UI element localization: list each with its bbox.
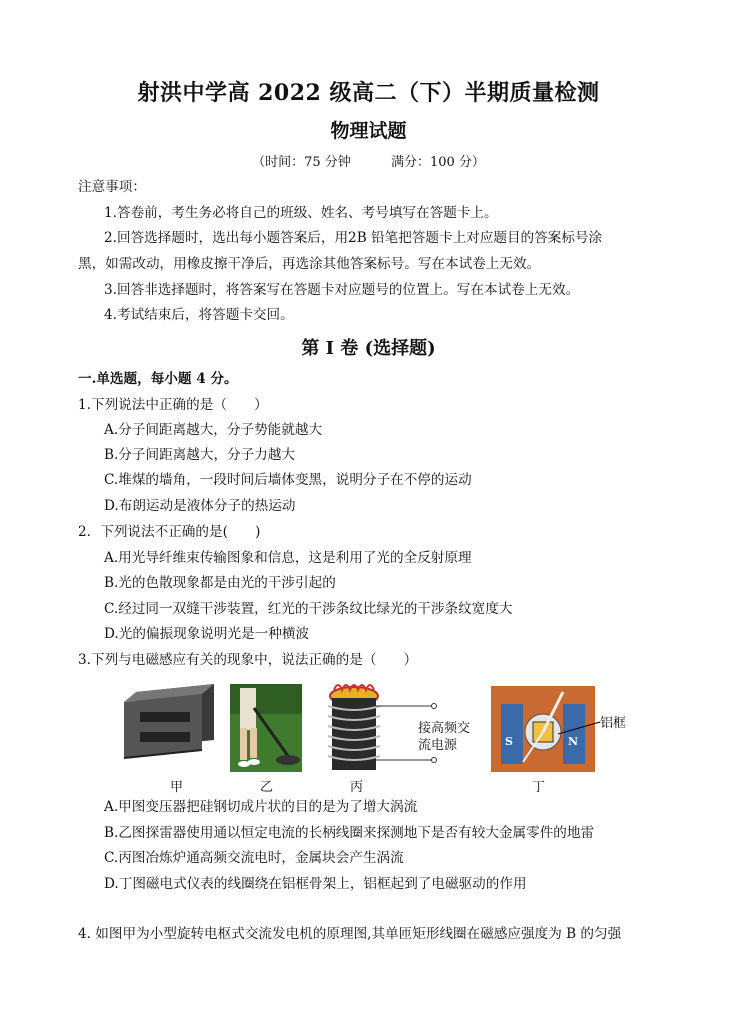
option: A.分子间距离越大，分子势能就越大 xyxy=(104,422,323,438)
notice-item: 3.回答非选择题时，将答案写在答题卡对应题号的位置上。写在本试卷上无效。 xyxy=(104,282,580,298)
figure-row xyxy=(118,676,678,796)
option: A.用光导纤维束传输图象和信息，这是利用了光的全反射原理 xyxy=(104,550,472,566)
frame-label: 铝框 xyxy=(600,716,627,731)
source-label: 接高频交 流电源 xyxy=(418,721,471,753)
leader-line xyxy=(558,720,602,736)
option: B.光的色散现象都是由光的干涉引起的 xyxy=(104,575,336,591)
caption-ding: 丁 xyxy=(532,780,546,795)
notice-item: 黑，如需改动，用橡皮擦干净后，再选涂其他答案标号。写在本试卷上无效。 xyxy=(78,256,541,272)
section-title: 第 I 卷 (选择题) xyxy=(301,338,436,359)
option: D.丁图磁电式仪表的线圈绕在铝框骨架上，铝框起到了电磁驱动的作用 xyxy=(104,876,527,892)
option: D.光的偏振现象说明光是一种横波 xyxy=(104,626,310,642)
exam-score: 满分：100 分） xyxy=(390,155,485,170)
notice-item: 1.答卷前，考生务必将自己的班级、姓名、考号填写在答题卡上。 xyxy=(104,205,498,221)
option: B.乙图探雷器使用通以恒定电流的长柄线圈来探测地下是否有较大金属零件的地雷 xyxy=(104,825,595,841)
caption-bing: 丙 xyxy=(350,780,364,795)
part-heading: 一.单选题，每小题 4 分。 xyxy=(78,371,238,387)
question-stem: 4. 如图甲为小型旋转电枢式交流发电机的原理图,其单匝矩形线圈在磁感应强度为 B 的匀强 xyxy=(78,926,622,942)
question-stem: 3.下列与电磁感应有关的现象中，说法正确的是（ ） xyxy=(78,652,418,668)
exam-time: （时间：75 分钟 xyxy=(252,155,351,170)
notice-item: 4.考试结束后，将答题卡交回。 xyxy=(104,307,294,323)
option: C.丙图冶炼炉通高频交流电时，金属块会产生涡流 xyxy=(104,850,404,866)
exam-title: 射洪中学高 2022 级高二（下）半期质量检测 xyxy=(137,80,600,106)
caption-yi: 乙 xyxy=(260,780,274,795)
question-stem: 1.下列说法中正确的是（ ） xyxy=(78,397,268,413)
pole-s: S xyxy=(505,735,513,748)
question-stem: 2．下列说法不正确的是( ) xyxy=(78,524,261,540)
exam-meta xyxy=(0,151,737,170)
option: C.经过同一双缝干涉装置，红光的干涉条纹比绿光的干涉条纹宽度大 xyxy=(104,601,513,617)
notice-heading: 注意事项： xyxy=(78,179,146,195)
option: D.布朗运动是液体分子的热运动 xyxy=(104,498,296,514)
transformer-core-image xyxy=(118,682,222,768)
mine-detector-image xyxy=(230,684,302,772)
notice-item: 2.回答选择题时，选出每小题答案后，用2B 铅笔把答题卡上对应题目的答案标号涂 xyxy=(104,230,603,246)
exam-subject: 物理试题 xyxy=(330,120,407,142)
option: C.堆煤的墙角，一段时间后墙体变黑，说明分子在不停的运动 xyxy=(104,472,472,488)
caption-jia: 甲 xyxy=(170,780,184,795)
option: A.甲图变压器把硅钢切成片状的目的是为了增大涡流 xyxy=(104,799,418,815)
option: B.分子间距离越大，分子力越大 xyxy=(104,447,296,463)
pole-n: N xyxy=(568,735,579,748)
